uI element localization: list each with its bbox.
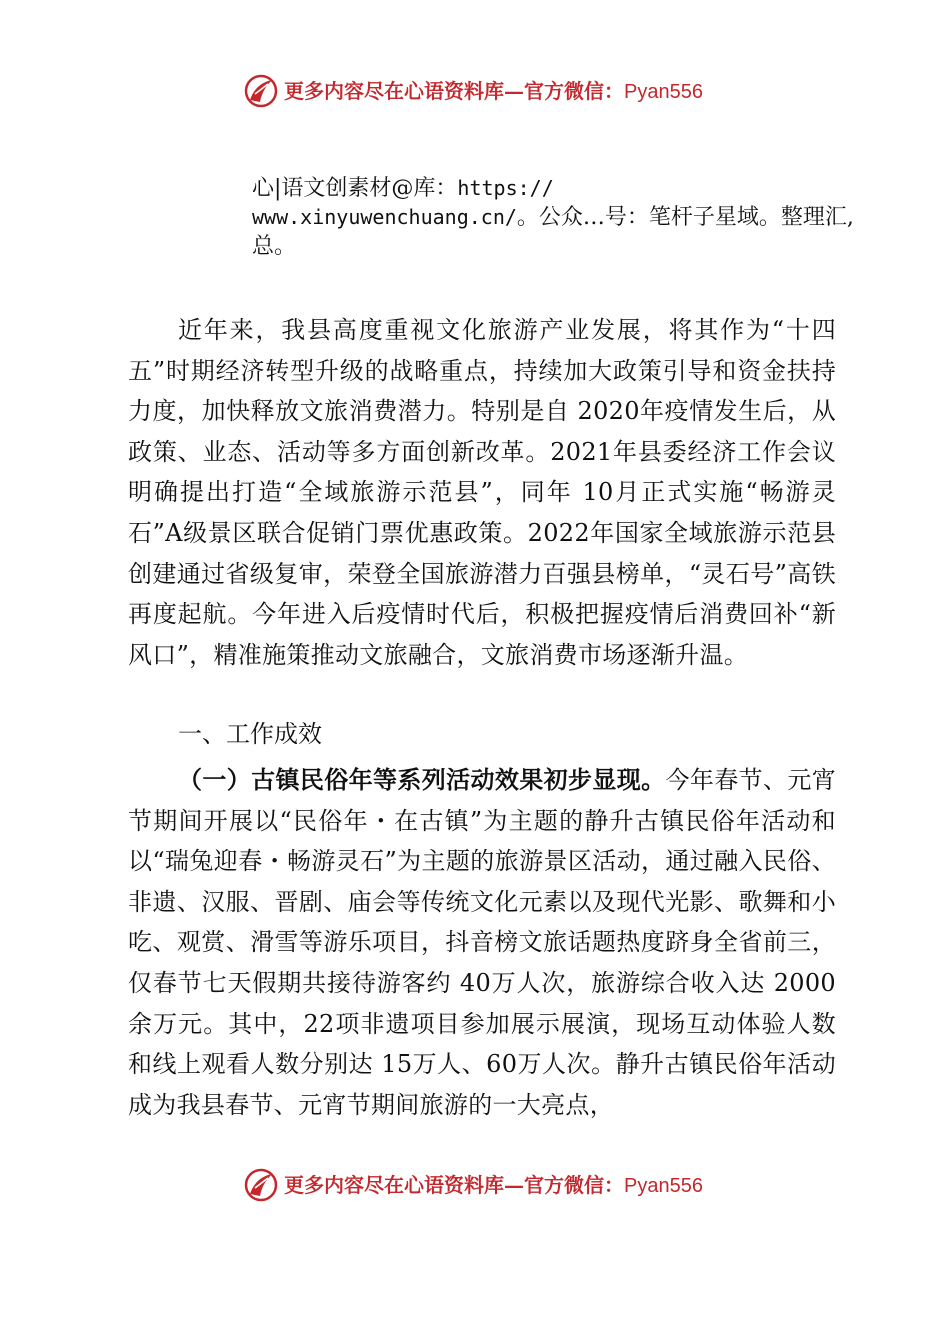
footer-banner-dash: — [504,1173,524,1197]
header-banner [0,72,950,112]
source-note-line2 [252,203,872,261]
footer-banner-wechat-id: Pyan556 [624,1175,703,1197]
intro-paragraph: 近年来，我县高度重视文化旅游产业发展，将其作为“十四五”时期经济转型升级的战略重点，持续加大政策引导和资金扶持力度，加快释放文旅消费潜力。特别是自 2020年疫情发生后，从政策、业态、活动等多方面创新改革。2021年县委经济工作会议明确提出打造“全域旅游示范县”，同年 10月正式实施“畅游灵石”A级景区联合促销门票优惠政策。2022年国家全域旅游示范县创建通过省级复审，荣登全国旅游潜力百强县榜单，“灵石号”高铁再度起航。今年进入后疫情时代后，积极把握疫情后消费回补“新风口”，精准施策推动文旅融合，文旅消费市场逐渐升温。 [128,316,836,669]
footer-banner-text [284,1172,703,1199]
footer-banner-wechat-label: 官方微信： [524,1173,624,1197]
source-note-url-part2: www.xinyuwenchuang.cn/ [252,205,517,229]
achievement-paragraph-body: 今年春节、元宵节期间开展以“民俗年・在古镇”为主题的静升古镇民俗年活动和以“瑞兔迎春・畅游灵石”为主题的旅游景区活动，通过融入民俗、非遗、汉服、晋剧、庙会等传统文化元素以及现代光影、歌舞和小吃、观赏、滑雪等游乐项目，抖音榜文旅话题热度跻身全省前三，仅春节七天假期共接待游客约 40万人次，旅游综合收入达 2000余万元。其中，22项非遗项目参加展示展演，现场互动体验人数和线上观看人数分别达 15万人、60万人次。静升古镇民俗年活动成为我县春节、元宵节期间旅游的一大亮点， [128,766,836,1119]
source-note [252,174,872,261]
header-banner-dash: — [504,79,524,103]
achievement-paragraph-lead: （一）古镇民俗年等系列活动效果初步显现。 [178,766,666,794]
source-note-url-part1: https:// [457,176,554,200]
header-banner-wechat-label: 官方微信： [524,79,624,103]
brand-logo-icon [244,1168,278,1202]
source-note-line2-text: 。公众…号：笔杆子星域。整理汇,总。 [252,205,854,259]
footer-banner-main: 更多内容尽在心语资料库 [284,1173,504,1197]
source-note-line1 [252,174,872,203]
footer-banner [0,1166,950,1206]
section-heading: 一、工作成效 [178,720,322,748]
header-banner-main: 更多内容尽在心语资料库 [284,79,504,103]
header-banner-wechat-id: Pyan556 [624,81,703,103]
source-note-line1-text: 心|语文创素材@库： [252,176,458,201]
brand-logo-icon [244,74,278,108]
achievement-paragraph [128,760,836,1125]
header-banner-text [284,78,703,105]
